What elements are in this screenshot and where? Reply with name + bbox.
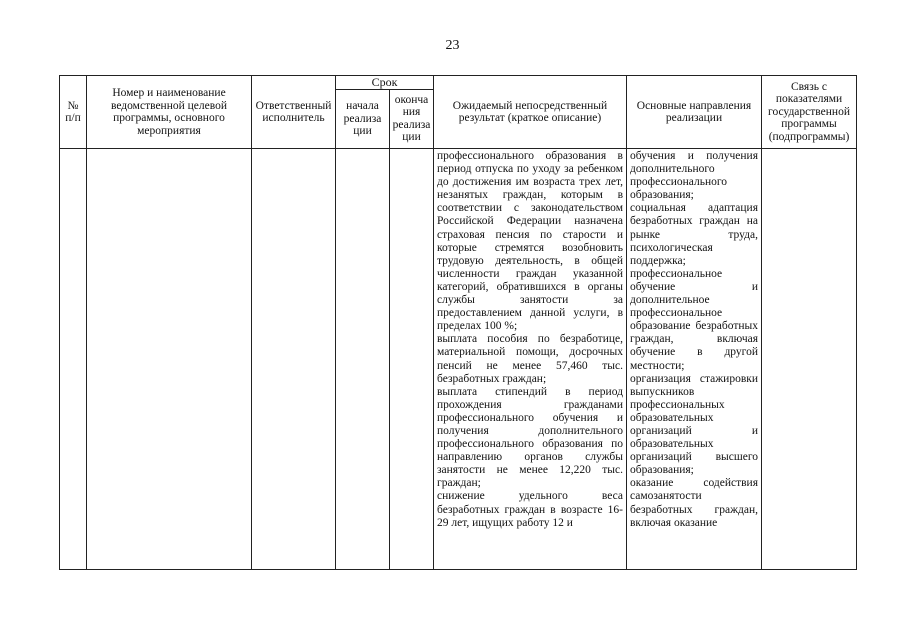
- cell-result: профессионального образования в период отпуска по уходу за ребенком до достижения им возраста трех лет, незанятых граждан, которым в соответствии с законодательством Российской Федерации назначена страховая пенсия по старости и которые стремятся возобновить трудовую деятельность, в общей численности граждан указанной категорий, обратившихся в органы службы занятости за предоставлением данной услуги, в пределах 100 %; выплата пособия по безработице, материальной помощи, досрочных пенсий не менее 57,460 тыс. безработных граждан; выплата стипендий в период прохождения гражданами профессионального обучения и получения дополнительного профессионального образования по направлению органов службы занятости не менее 12,220 тыс. граждан; снижение удельного веса безработных граждан в возрасте 16-29 лет, ищущих работу 12 и: [434, 149, 627, 570]
- header-program: Номер и наименование ведомственной целевой программы, основного мероприятия: [87, 76, 252, 149]
- cell-number: [60, 149, 87, 570]
- header-start: начала реализа ции: [336, 89, 390, 148]
- cell-directions: обучения и получения дополнительного профессионального образования; социальная адаптация безработных граждан на рынке труда, психологическая поддержка; профессиональное обучение и дополнительное профессиональное образование безработных граждан, включая обучение в другой местности; организация стажировки выпускников профессиональных образовательных организаций и образовательных организаций высшего образования; оказание содействия самозанятости безработных граждан, включая оказание: [627, 149, 762, 570]
- header-result: Ожидаемый непосредственный результат (краткое описание): [434, 76, 627, 149]
- cell-program: [87, 149, 252, 570]
- header-end: оконча ния реализа ции: [390, 89, 434, 148]
- header-executor: Ответственный исполнитель: [252, 76, 336, 149]
- cell-link: [762, 149, 857, 570]
- table-row: [60, 149, 857, 570]
- header-link: Связь с показателями государственной программы (подпрограммы): [762, 76, 857, 149]
- header-directions: Основные направления реализации: [627, 76, 762, 149]
- cell-end: [390, 149, 434, 570]
- header-term: Срок: [336, 76, 434, 90]
- cell-start: [336, 149, 390, 570]
- header-number: № п/п: [60, 76, 87, 149]
- cell-executor: [252, 149, 336, 570]
- program-table: [59, 75, 857, 570]
- page-number: 23: [445, 38, 460, 53]
